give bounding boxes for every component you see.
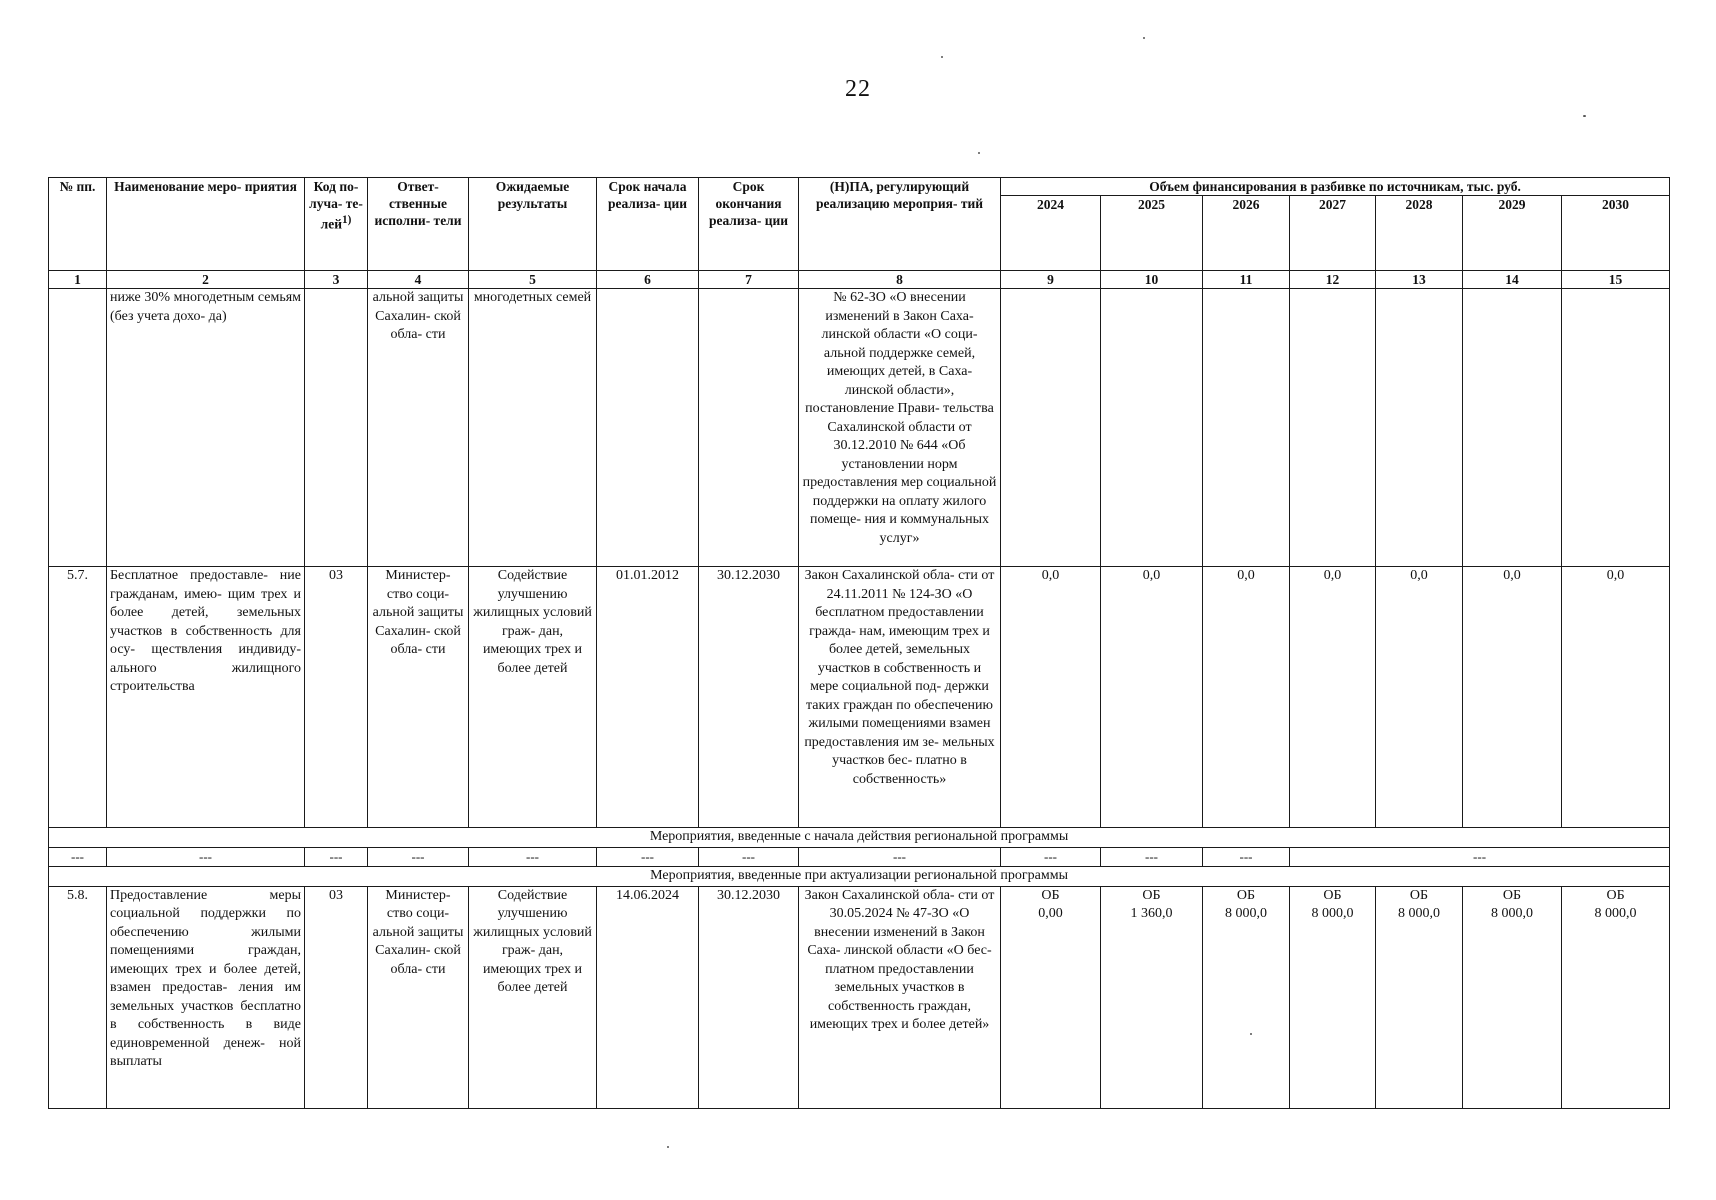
- header-row: [49, 178, 1670, 196]
- section-row-update: [49, 867, 1670, 887]
- header-name: Наименование меро- приятия: [107, 178, 305, 271]
- funding-source: ОБ: [1502, 887, 1522, 903]
- column-number: 8: [799, 271, 1001, 289]
- cell-financing: [1562, 289, 1670, 567]
- column-number: 10: [1101, 271, 1203, 289]
- column-number: 6: [597, 271, 699, 289]
- cell-financing-2024: [1001, 886, 1101, 1108]
- column-number: 9: [1001, 271, 1101, 289]
- table-row-continuation: [49, 289, 1670, 567]
- cell-measure-name: Бесплатное предоставле- ние гражданам, имею- щим трех и более детей, земельных участков в собственность для осу- ществления индивиду- ального жилищного строительства: [107, 567, 305, 828]
- program-measures-table: [48, 177, 1670, 1109]
- cell-number: 5.7.: [49, 567, 107, 828]
- dash-cell: ---: [1001, 847, 1101, 867]
- cell-financing-2029: 0,0: [1463, 567, 1562, 828]
- column-number-row: [49, 271, 1670, 289]
- funding-source: ОБ: [1409, 887, 1429, 903]
- cell-result: Содействие улучшению жилищных условий граж- дан, имеющих трех и более детей: [469, 567, 597, 828]
- cell-financing-2027: [1290, 886, 1376, 1108]
- scan-speck: [978, 152, 980, 154]
- funding-value: 0,00: [1038, 906, 1063, 921]
- cell-financing-2028: 0,0: [1376, 567, 1463, 828]
- column-number: 12: [1290, 271, 1376, 289]
- cell-start-date: [597, 289, 699, 567]
- cell-recipient-code: [305, 289, 368, 567]
- cell-financing: [1376, 289, 1463, 567]
- header-recipient-code-text: Код по- луча- те- лей: [309, 179, 363, 232]
- cell-end-date: 30.12.2030: [699, 567, 799, 828]
- section-title-update: Мероприятия, введенные при актуализации региональной программы: [49, 867, 1670, 887]
- table-row-5-8: [49, 886, 1670, 1108]
- funding-value: 1 360,0: [1130, 906, 1173, 921]
- header-financing: Объем финансирования в разбивке по источникам, тыс. руб.: [1001, 178, 1670, 196]
- cell-legal-acts: Закон Сахалинской обла- сти от 30.05.2024 № 47-ЗО «О внесении изменений в Закон Саха- линской области «О бес- платном предоставлении земельных участков в собственность граждан, имеющих трех и более детей»: [799, 886, 1001, 1108]
- scan-speck: [1250, 1033, 1252, 1035]
- cell-financing-2026: 0,0: [1203, 567, 1290, 828]
- cell-executor: альной защиты Сахалин- ской обла- сти: [368, 289, 469, 567]
- cell-result: многодетных семей: [469, 289, 597, 567]
- scan-speck: [941, 56, 943, 58]
- header-legal-acts: (Н)ПА, регулирующий реализацию мероприя- тий: [799, 178, 1001, 271]
- cell-financing: [1463, 289, 1562, 567]
- header-recipient-code: [305, 178, 368, 271]
- scan-speck: [667, 1146, 669, 1148]
- cell-recipient-code: 03: [305, 567, 368, 828]
- dash-row: [49, 847, 1670, 867]
- column-number: 7: [699, 271, 799, 289]
- funding-source: ОБ: [1236, 887, 1256, 903]
- dash-cell: ---: [305, 847, 368, 867]
- header-end-date: Срок окончания реализа- ции: [699, 178, 799, 271]
- cell-result: Содействие улучшению жилищных условий граж- дан, имеющих трех и более детей: [469, 886, 597, 1108]
- cell-executor: Министер- ство соци- альной защиты Сахалин- ской обла- сти: [368, 886, 469, 1108]
- cell-recipient-code: 03: [305, 886, 368, 1108]
- dash-cell: ---: [1101, 847, 1203, 867]
- funding-source: ОБ: [1323, 887, 1342, 903]
- cell-financing-2025: 0,0: [1101, 567, 1203, 828]
- table-row-5-7: [49, 567, 1670, 828]
- dash-cell: ---: [1203, 847, 1290, 867]
- header-start-date: Срок начала реализа- ции: [597, 178, 699, 271]
- column-number: 4: [368, 271, 469, 289]
- header-year: 2026: [1203, 196, 1290, 271]
- page-number: 22: [845, 76, 871, 102]
- funding-value: 8 000,0: [1398, 906, 1440, 921]
- column-number: 14: [1463, 271, 1562, 289]
- column-number: 1: [49, 271, 107, 289]
- scan-speck: [1143, 37, 1145, 39]
- cell-executor: Министер- ство соци- альной защиты Сахалин- ской обла- сти: [368, 567, 469, 828]
- cell-end-date: 30.12.2030: [699, 886, 799, 1108]
- header-year: 2025: [1101, 196, 1203, 271]
- cell-financing-2030: [1562, 886, 1670, 1108]
- funding-value: 8 000,0: [1225, 906, 1267, 921]
- funding-source: ОБ: [1606, 887, 1625, 903]
- dash-cell: ---: [49, 847, 107, 867]
- header-year: 2024: [1001, 196, 1101, 271]
- scan-speck: [1583, 115, 1586, 117]
- cell-measure-name: Предоставление меры социальной поддержки по обеспечению жилыми помещениями граждан, имеющих трех и более детей, взамен предостав- ления им земельных участков бесплатно в собственность в виде единовременной денеж- ной выплаты: [107, 886, 305, 1108]
- cell-financing: [1101, 289, 1203, 567]
- header-year: 2027: [1290, 196, 1376, 271]
- funding-source: ОБ: [1041, 887, 1060, 903]
- cell-end-date: [699, 289, 799, 567]
- funding-value: 8 000,0: [1311, 906, 1354, 921]
- cell-financing-2024: 0,0: [1001, 567, 1101, 828]
- cell-financing-2028: [1376, 886, 1463, 1108]
- section-row-initial: [49, 828, 1670, 848]
- column-number: 11: [1203, 271, 1290, 289]
- cell-financing-2025: [1101, 886, 1203, 1108]
- dash-cell: ---: [107, 847, 305, 867]
- dash-cell-merged: ---: [1290, 847, 1670, 867]
- funding-value: 8 000,0: [1594, 906, 1637, 921]
- footnote-mark: 1): [341, 214, 352, 226]
- funding-value: 8 000,0: [1491, 906, 1533, 921]
- cell-financing-2026: [1203, 886, 1290, 1108]
- cell-number: [49, 289, 107, 567]
- dash-cell: ---: [597, 847, 699, 867]
- column-number: 2: [107, 271, 305, 289]
- funding-source: ОБ: [1142, 887, 1161, 903]
- column-number: 3: [305, 271, 368, 289]
- section-title-initial: Мероприятия, введенные с начала действия региональной программы: [49, 828, 1670, 848]
- header-number: № пп.: [49, 178, 107, 271]
- cell-start-date: 01.01.2012: [597, 567, 699, 828]
- dash-cell: ---: [699, 847, 799, 867]
- cell-measure-name: ниже 30% многодетным семьям (без учета дохо- да): [107, 289, 305, 567]
- dash-cell: ---: [368, 847, 469, 867]
- cell-number: 5.8.: [49, 886, 107, 1108]
- cell-financing: [1203, 289, 1290, 567]
- header-results: Ожидаемые результаты: [469, 178, 597, 271]
- cell-financing: [1290, 289, 1376, 567]
- dash-cell: ---: [469, 847, 597, 867]
- dash-cell: ---: [799, 847, 1001, 867]
- cell-financing: [1001, 289, 1101, 567]
- header-executors: Ответ- ственные исполни- тели: [368, 178, 469, 271]
- cell-start-date: 14.06.2024: [597, 886, 699, 1108]
- header-year: 2028: [1376, 196, 1463, 271]
- cell-legal-acts: № 62-ЗО «О внесении изменений в Закон Саха- линской области «О соци- альной поддержке семей, имеющих детей, в Саха- линской области», постановление Прави- тельства Сахалинской области от 30.12.2010 № 644 «Об установлении норм предоставления мер социальной поддержки на оплату жилого помеще- ния и коммунальных услуг»: [799, 289, 1001, 567]
- cell-financing-2030: 0,0: [1562, 567, 1670, 828]
- cell-financing-2029: [1463, 886, 1562, 1108]
- cell-legal-acts: Закон Сахалинской обла- сти от 24.11.2011 № 124-ЗО «О бесплатном предоставлении гражда- нам, имеющим трех и более детей, земельных участков в собственность и мере социальной под- держки таких граждан по обеспечению жилыми помещениями взамен предоставления им зе- мельных участков бес- платно в собственность»: [799, 567, 1001, 828]
- column-number: 15: [1562, 271, 1670, 289]
- header-year: 2030: [1562, 196, 1670, 271]
- cell-financing-2027: 0,0: [1290, 567, 1376, 828]
- column-number: 5: [469, 271, 597, 289]
- column-number: 13: [1376, 271, 1463, 289]
- header-year: 2029: [1463, 196, 1562, 271]
